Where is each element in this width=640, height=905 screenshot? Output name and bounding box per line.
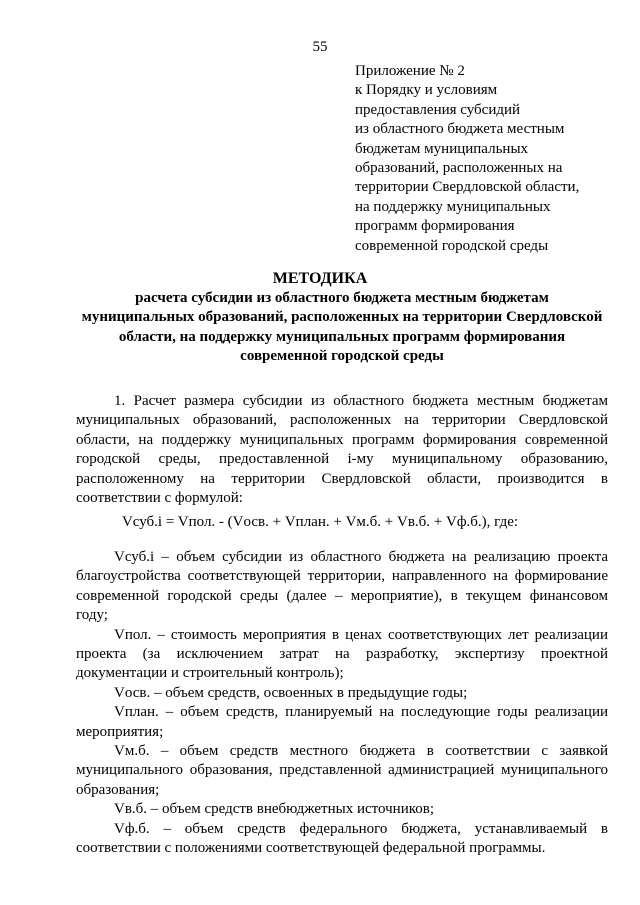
definition-v-vb [76,800,608,819]
definition-line: Vпол. – стоимость мероприятия в ценах соответствующих лет реализации [114,626,608,643]
definition-v-osv [76,684,608,703]
definition-line: мероприятия; [76,723,164,740]
definition-line: современной городской среды (далее – мероприятие), в текущем финансовом [76,587,608,604]
document-subtitle [76,289,608,367]
definition-line: Vв.б. – объем средств внебюджетных источников; [114,801,434,818]
appendix-line: бюджетам муниципальных [355,140,529,157]
document-title: МЕТОДИКА [272,270,368,287]
page-number: 55 [312,39,328,55]
definition-v-pol [76,626,608,684]
appendix-line: на поддержку муниципальных [355,198,551,215]
paragraph-line: области, на поддержку муниципальных программ формирования современной [76,431,608,448]
paragraph-line: городской среды, предоставленной i-му муниципальному образованию, [76,451,608,468]
appendix-line: из областного бюджета местным [355,121,565,138]
appendix-header [355,62,625,256]
definition-line: образования; [76,781,160,798]
definition-line: Vосв. – объем средств, освоенных в предыдущие годы; [114,684,468,701]
definition-line: благоустройства соответствующей территории, направленного на формирование [76,568,608,585]
definition-line: Vм.б. – объем средств местного бюджета в соответствии с заявкой [114,743,608,760]
subtitle-line: области, на поддержку муниципальных программ формирования [118,328,566,345]
appendix-line: Приложение № 2 [355,63,465,79]
subtitle-line: расчета субсидии из областного бюджета местным бюджетам [135,290,549,306]
definition-line: муниципального образования, представленной администрацией муниципального [76,762,608,779]
appendix-line: современной городской среды [355,237,549,254]
definition-line: году; [76,607,108,624]
definition-line: Vсуб.i – объем субсидии из областного бюджета на реализацию проекта [114,549,608,565]
definition-line: соответствии с положениями соответствующей федеральной программы. [76,840,546,857]
appendix-line: к Порядку и условиям [355,82,498,99]
definition-line: Vф.б. – объем средств федерального бюджета, устанавливаемый в [114,820,608,837]
definition-line: документации и строительный контроль); [76,665,344,682]
paragraph-line: 1. Расчет размера субсидии из областного бюджета местным бюджетам [114,393,608,409]
definition-v-mb [76,742,608,800]
paragraph-line: расположенному на территории Свердловской области, производится в [76,470,608,487]
formula: Vсуб.i = Vпол. - (Vосв. + Vплан. + Vм.б. + Vв.б. + Vф.б.), где: [121,514,519,530]
definition-v-sub [76,548,608,626]
subtitle-line: муниципальных образований, расположенных на территории Свердловской [81,309,603,326]
definitions-list [76,548,608,859]
definition-line: Vплан. – объем средств, планируемый на последующие годы реализации [114,704,608,721]
definition-v-plan [76,703,608,742]
appendix-line: образований, расположенных на [355,160,563,177]
subtitle-line: современной городской среды [240,348,444,365]
appendix-line: территории Свердловской области, [355,179,580,196]
definition-line: проекта (за исключением затрат на разработку, экспертизу проектной [76,646,608,663]
definition-v-fb [76,820,608,859]
paragraph-line: муниципальных образований, расположенных на территории Свердловской [76,412,608,429]
paragraph-line: соответствии с формулой: [76,490,243,507]
paragraph-1 [76,392,608,508]
appendix-line: предоставления субсидий [355,101,521,118]
appendix-line: программ формирования [355,218,515,235]
